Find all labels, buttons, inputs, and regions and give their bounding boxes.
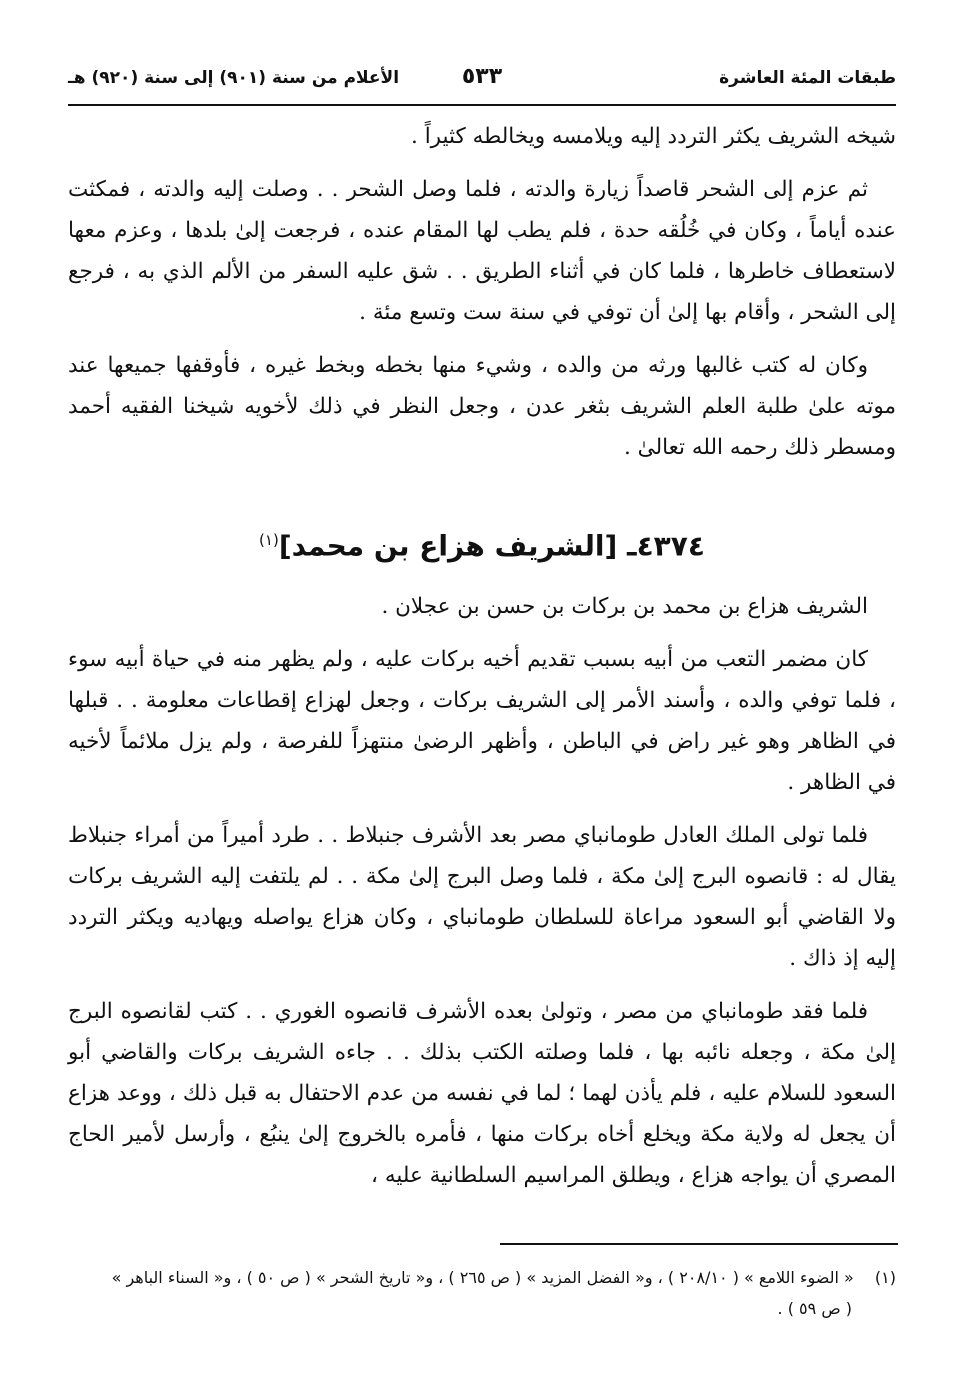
main-text bbox=[68, 116, 896, 1208]
footnote-number: (١) bbox=[874, 1268, 896, 1287]
header-range-title: الأعلام من سنة (٩٠١) إلى سنة (٩٢٠) هـ bbox=[68, 68, 400, 88]
running-header bbox=[68, 62, 896, 96]
page-number: ٥٣٣ bbox=[461, 64, 503, 89]
paragraph: فلما فقد طومانباي من مصر ، وتولىٰ بعده الأشرف قانصوه الغوري . . كتب لقانصوه البرج إلىٰ مكة ، وجعله نائبه بها ، فلما وصلته الكتب بذلك . . جاءه الشريف بركات والقاضي أبو السعود للسلام عليه ، فلم يأذن لهما ؛ لما في نفسه من عدم الاحتفال به قبل ذلك ، ووعد هزاع أن يجعل له ولاية مكة ويخلع أخاه بركات منها ، فأمره بالخروج إلىٰ ينبُع ، وأرسل لأمير الحاج المصري أن يواجه هزاع ، ويطلق المراسيم السلطانية عليه ، bbox=[68, 999, 896, 1189]
footnote bbox=[68, 1262, 896, 1324]
paragraph: فلما تولى الملك العادل طومانباي مصر بعد الأشرف جنبلاط . . طرد أميراً من أمراء جنبلاط يقال له : قانصوه البرج إلىٰ مكة ، فلما وصل البرج إلىٰ مكة . . لم يلتفت إليه الشريف بركات ولا القاضي أبو السعود مراعاة للسلطان طومانباي ، وكان هزاع يواصله ويهاديه ويكثر التردد إليه إذ ذاك . bbox=[68, 823, 896, 972]
footnote-divider bbox=[500, 1243, 898, 1245]
paragraph: الشريف هزاع بن محمد بن بركات بن حسن بن عجلان . bbox=[381, 594, 868, 620]
footnote-text: « الضوء اللامع » ( ٢٠٨/١٠ ) ، و« الفضل المزيد » ( ص ٢٦٥ ) ، و« تاريخ الشحر » ( ص ٥٠ ) ، و« السناء الباهر » bbox=[111, 1268, 854, 1287]
paragraph: كان مضمر التعب من أبيه بسبب تقديم أخيه بركات عليه ، ولم يظهر منه في حياة أبيه سوء ، فلما توفي والده ، وأسند الأمر إلى الشريف بركات ، وجعل لهزاع إقطاعات معلومة . . قبلها في الظاهر وهو غير راض في الباطن ، وأظهر الرضىٰ منتهزاً للفرصة ، ولم يزل ملائماً لأخيه في الظاهر . bbox=[68, 647, 896, 796]
header-divider bbox=[68, 104, 896, 106]
paragraph: وكان له كتب غالبها ورثه من والده ، وشيء منها بخطه وبخط غيره ، فأوقفها جميعها عند موته علىٰ طلبة العلم الشريف بثغر عدن ، وجعل النظر في ذلك لأخويه شيخنا الفقيه أحمد ومسطر ذلك رحمه الله تعالىٰ . bbox=[68, 353, 896, 460]
paragraph: شيخه الشريف يكثر التردد إليه ويلامسه ويخالطه كثيراً . bbox=[411, 124, 896, 149]
header-section-title: طبقات المئة العاشرة bbox=[719, 68, 896, 88]
footnote-marker: (١) bbox=[259, 531, 279, 549]
entry-heading bbox=[68, 516, 896, 570]
entry-heading-text: ٤٣٧٤ـ [الشريف هزاع بن محمد] bbox=[278, 529, 705, 563]
footnote-line bbox=[68, 1262, 896, 1293]
paragraph: ثم عزم إلى الشحر قاصداً زيارة والدته ، فلما وصل الشحر . . وصلت إليه والدته ، فمكثت عنده أياماً ، وكان في خُلُقه حدة ، فلم يطب لها المقام عنده ، فرجعت إلىٰ بلدها ، وعزم معها لاستعطاف خاطرها ، فلما كان في أثناء الطريق . . شق عليه السفر من الألم الذي به ، فرجع إلى الشحر ، وأقام بها إلىٰ أن توفي في سنة ست وتسع مئة . bbox=[68, 177, 896, 325]
footnote-line: ( ص ٥٩ ) . bbox=[777, 1299, 852, 1318]
